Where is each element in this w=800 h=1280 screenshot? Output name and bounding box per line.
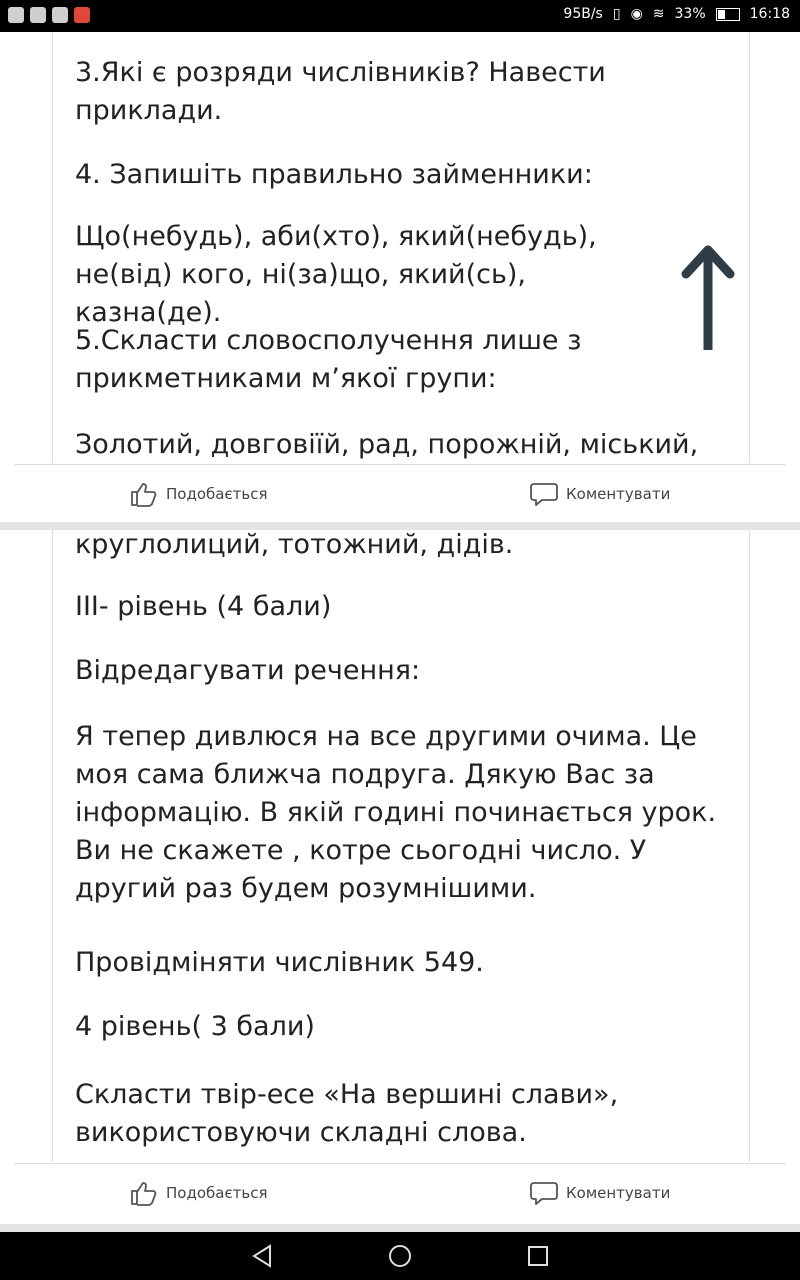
post-card: [0, 530, 800, 1224]
feed-divider: [0, 1224, 800, 1232]
instagram-icon: [30, 7, 46, 23]
post-paragraph: Золотий, довговіїй, рад, порожній, міський,: [75, 429, 699, 460]
app-icon: [74, 7, 90, 23]
like-label: Подобається: [166, 1184, 268, 1202]
arrow-up-icon: [680, 240, 736, 350]
recents-icon[interactable]: [524, 1242, 552, 1270]
facebook-icon: [52, 7, 68, 23]
comment-button[interactable]: [530, 1180, 670, 1206]
post-paragraph: круглолиций, тотожний, дідів.: [75, 530, 514, 560]
comment-button[interactable]: [530, 481, 670, 507]
thumbs-up-icon: [130, 481, 158, 507]
post-paragraph: 5.Скласти словосполучення лише з прикметниками м’якої групи:: [75, 325, 582, 394]
feed-divider: [0, 522, 800, 530]
post-paragraph: 4. Запишіть правильно займенники:: [75, 159, 593, 190]
battery-icon: [716, 8, 740, 21]
post-paragraph: Скласти твір-есе «На вершині слави», використовуючи складні слова.: [75, 1079, 619, 1148]
post-actions: [14, 1163, 786, 1222]
post-text: [52, 32, 750, 463]
thumbs-up-icon: [130, 1180, 158, 1206]
clock: 16:18: [749, 6, 790, 22]
post-paragraph: ІІІ- рівень (4 бали): [75, 591, 332, 622]
post-paragraph: Я тепер дивлюся на все другими очима. Це моя сама ближча подруга. Дякую Вас за інформацію. В якій годині починається урок. Ви не скажете , котре сьогодні число. У другий раз будем розумнішими.: [75, 721, 717, 904]
like-button[interactable]: [130, 1180, 268, 1206]
like-label: Подобається: [166, 485, 268, 503]
battery-level: 33%: [674, 6, 706, 22]
comment-label: Коментувати: [566, 485, 671, 503]
post-paragraph: Відредагувати речення:: [75, 655, 421, 686]
comment-icon: [530, 1180, 558, 1206]
post-paragraph: 4 рівень( 3 бали): [75, 1011, 315, 1042]
post-card: [0, 32, 800, 522]
navigation-bar: [0, 1232, 800, 1280]
eye-icon: ◉: [630, 6, 643, 22]
network-speed: 95B/s: [563, 6, 603, 22]
vibrate-icon: ▯: [612, 6, 621, 22]
post-paragraph: Що(небудь), аби(хто), який(небудь), не(від) кого, ні(за)що, який(сь), казна(де).: [75, 221, 597, 328]
wifi-icon: ≋: [652, 6, 665, 22]
status-bar: [0, 0, 800, 32]
post-paragraph: Провідміняти числівник 549.: [75, 947, 484, 978]
post-paragraph: 3.Які є розряди числівників? Навести приклади.: [75, 57, 606, 126]
post-text: [52, 530, 750, 1162]
like-button[interactable]: [130, 481, 268, 507]
gallery-icon: [8, 7, 24, 23]
notification-icons: [8, 7, 90, 23]
post-actions: [14, 464, 786, 522]
back-icon[interactable]: [248, 1242, 276, 1270]
comment-label: Коментувати: [566, 1184, 671, 1202]
comment-icon: [530, 481, 558, 507]
home-icon[interactable]: [386, 1242, 414, 1270]
